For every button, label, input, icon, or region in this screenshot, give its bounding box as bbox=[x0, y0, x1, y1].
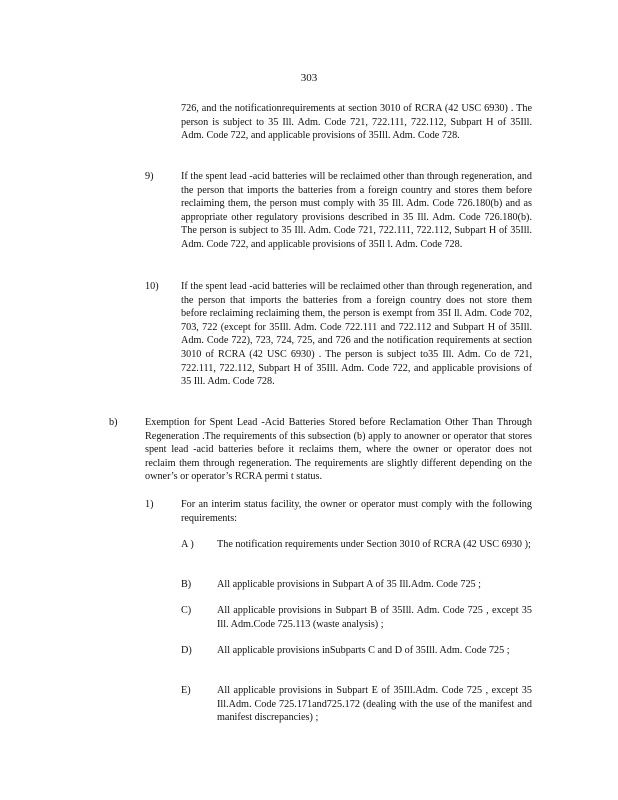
item-9-text: If the spent lead -acid batteries will be reclaimed other than through regeneration, and the person that imports the batteries from a foreign country and stores them before reclaiming them, the person must comply with 35 Ill. Adm. Code 726.180(b) and as appropriate other regulatory provisions described in 35 Ill. Adm. Code 726.180(b). The person is subject to 35 Ill. Adm. Code 721, 722.111, 722.112, Subpart H of 35Ill. Adm. Code 722, and applicable provisions of 35Il l. Adm. Code 728. bbox=[181, 171, 532, 250]
subitem-b-label: B) bbox=[181, 579, 192, 590]
subitem-c-label: C) bbox=[181, 605, 192, 616]
subsection-1-text: For an interim status facility, the owner or operator must comply with the following requirements: bbox=[181, 499, 532, 524]
continuation-paragraph: 726, and the notificationrequirements at section 3010 of RCRA (42 USC 6930) . The person is subject to 35 Ill. Adm. Code 721, 722.111, 722.112, Subpart H of 35Ill. Adm. Code 722, and applicable provisions of 35Ill. Adm. Code 728. bbox=[181, 103, 532, 142]
subitem-e-text: All applicable provisions in Subpart E of 35Ill.Adm. Code 725 , except 35 Ill.Adm. Code 725.171and725.172 (dealing with the use of the manifest and manifest discrepancies) ; bbox=[217, 685, 532, 724]
page-number: 303 bbox=[300, 72, 318, 84]
subitem-d-text: All applicable provisions inSubparts C and D of 35Ill. Adm. Code 725 ; bbox=[217, 645, 510, 656]
item-10-label: 10) bbox=[145, 281, 159, 292]
section-b-label: b) bbox=[109, 417, 118, 428]
subitem-e-label: E) bbox=[181, 685, 191, 696]
section-b-text: Exemption for Spent Lead -Acid Batteries Stored before Reclamation Other Than Through Regeneration .The requirements of this subsection (b) apply to anowner or operator that stores spent lead -acid batteries before it reclaims them, where the owner or operator does not reclaim them through regeneration. The requirements are slightly different depending on the owner’s or operator’s RCRA permi t status. bbox=[145, 417, 532, 483]
item-10-text: If the spent lead -acid batteries will be reclaimed other than through regeneration, and the person that imports the batteries from a foreign country does not store them before reclaiming reclaiming them, the person is exempt from 35I ll. Adm. Code 702, 703, 722 (except for 35Ill. Adm. Code 722.111 and 722.112 and Subpart H of 35Ill. Adm. Code 722), 723, 724, 725, and 726 and the notification requirements at section 3010 of RCRA (42 USC 6930) . The person is subject to35 Ill. Adm. Co de 721, 722.111, 722.112, Subpart H of 35Ill. Adm. Code 722, and applicable provisions of 35 Ill. Adm. Code 728. bbox=[181, 281, 532, 388]
subitem-c-text: All applicable provisions in Subpart B of 35Ill. Adm. Code 725 , except 35 Ill. Adm.Code 725.113 (waste analysis) ; bbox=[217, 605, 532, 630]
subitem-a-label: A ) bbox=[181, 539, 194, 550]
subitem-b-text: All applicable provisions in Subpart A of 35 Ill.Adm. Code 725 ; bbox=[217, 579, 482, 590]
subitem-d-label: D) bbox=[181, 645, 192, 656]
item-9-label: 9) bbox=[145, 171, 154, 182]
subsection-1-label: 1) bbox=[145, 499, 154, 510]
subitem-a-text: The notification requirements under Section 3010 of RCRA (42 USC 6930 ); bbox=[217, 539, 531, 550]
